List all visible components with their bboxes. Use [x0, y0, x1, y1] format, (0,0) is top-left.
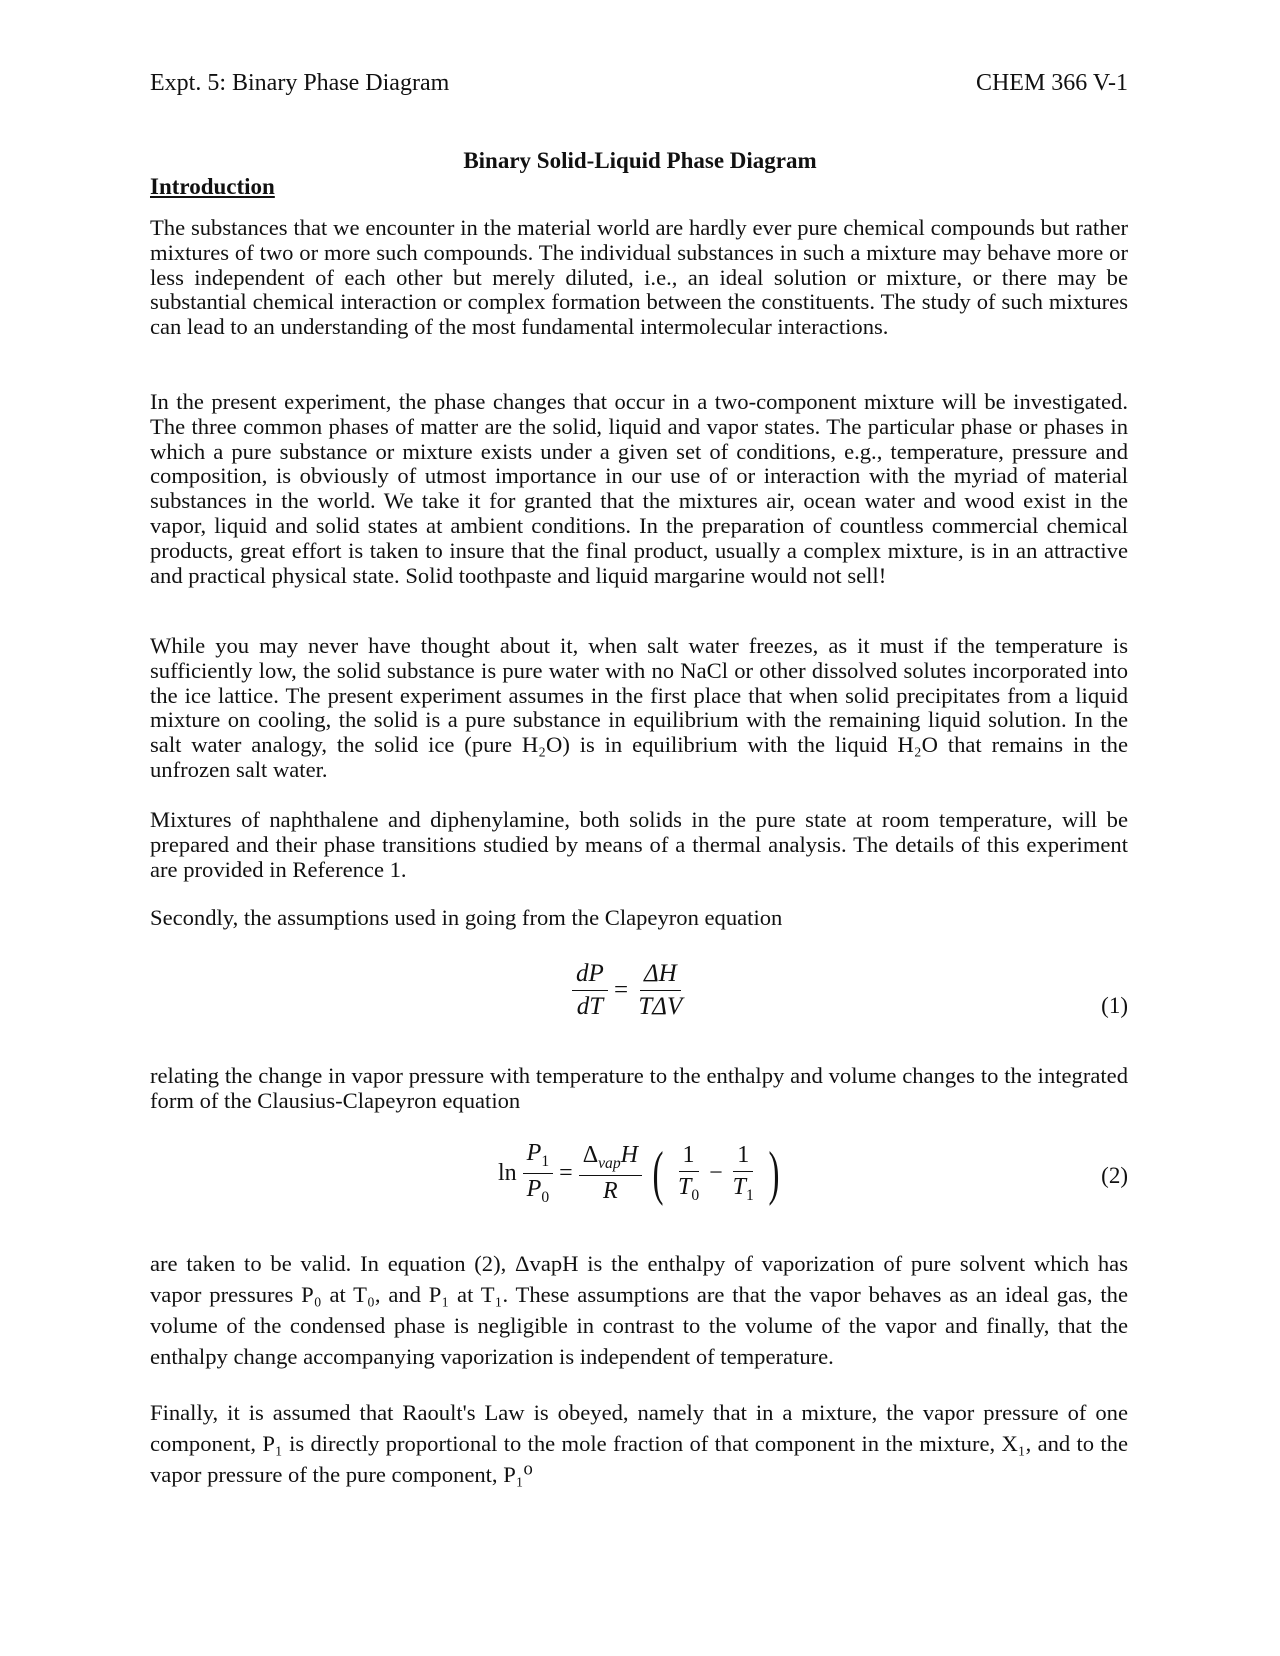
paragraph-1: The substances that we encounter in the material world are hardly ever pure chemical compounds but rather mixtures of two or more such compounds. The individual substances in such a mixture may behave more or less independent of each other but merely diluted, i.e., an ideal solution or mixture, or there may be substantial chemical interaction or complex formation between the constituents. The study of such mixtures can lead to an understanding of the most fundamental intermolecular interactions.	[150, 215, 1128, 340]
paragraph-6: relating the change in vapor pressure with temperature to the enthalpy and volume changes to the integrated form of the Clausius-Clapeyron equation	[150, 1063, 1128, 1113]
running-header-left: Expt. 5: Binary Phase Diagram	[150, 70, 450, 96]
paragraph-7: are taken to be valid. In equation (2), ΔvapH is the enthalpy of vaporization of pure solvent which has vapor pressures P₀ at T₀, and P₁ at T₁. These assumptions are that the vapor behaves as an ideal gas, the volume of the condensed phase is negligible in contrast to the volume of the vapor and finally, that the enthalpy change accompanying vaporization is independent of temperature.	[150, 1251, 1128, 1369]
clausius-clapeyron-equation: ln $\frac{P_1}{P_0}$ = $\frac{\Delta_{vap}H}{R}$ ( $\frac{1}{T_0}$ − $\frac{1}{T_1}$ )	[498, 1140, 780, 1207]
page-title: Binary Solid-Liquid Phase Diagram	[463, 148, 817, 173]
paragraph-3: While you may never have thought about it, when salt water freezes, as it must if the temperature is sufficiently low, the solid substance is pure water with no NaCl or other dissolved solutes incorporated into the ice lattice. The present experiment assumes in the first place that when solid precipitates from a liquid mixture on cooling, the solid is a pure substance in equilibrium with the remaining liquid solution. In the salt water analogy, the solid ice (pure H₂O) is in equilibrium with the liquid H₂O that remains in the unfrozen salt water.	[150, 633, 1128, 782]
eq1-denominator-left: dT	[576, 993, 604, 1020]
equation-number-1: (1)	[1101, 993, 1128, 1018]
eq2-inverse-t1: $\frac{1}{T_1}$	[732, 1141, 754, 1204]
eq1-numerator-left: dP	[572, 960, 608, 991]
paragraph-8: Finally, it is assumed that Raoult's Law is obeyed, namely that in a mixture, the vapor pressure of one component, P₁ is directly proportional to the mole fraction of that component in the mixture, X₁, and to the vapor pressure of the pure component, P₁⁰	[150, 1400, 1128, 1487]
eq2-inverse-t0: $\frac{1}{T_0}$	[677, 1141, 700, 1204]
running-header-right: CHEM 366 V-1	[975, 70, 1128, 96]
paragraph-5: Secondly, the assumptions used in going from the Clapeyron equation	[150, 905, 783, 930]
eq2-ln: ln	[498, 1159, 517, 1186]
clapeyron-equation: $\frac{dP}{dT}$ = $\frac{\Delta H}{\text{TΔV}}$	[572, 960, 686, 1021]
eq1-denominator-right: TΔV	[638, 993, 683, 1020]
paragraph-4: Mixtures of naphthalene and diphenylamine, both solids in the pure state at room temperature, will be prepared and their phase transitions studied by means of a thermal analysis. The details of this experiment are provided in Reference 1.	[150, 807, 1128, 882]
section-heading: Introduction	[150, 174, 275, 199]
eq2-enthalpy-ratio: $\frac{\Delta_{vap}H}{R}$	[579, 1142, 642, 1205]
equation-number-2: (2)	[1101, 1163, 1128, 1188]
eq1-numerator-right: ΔH	[640, 960, 681, 991]
paragraph-2: In the present experiment, the phase changes that occur in a two-component mixture will be investigated. The three common phases of matter are the solid, liquid and vapor states. The particular phase or phases in which a pure substance or mixture exists under a given set of conditions, e.g., temperature, pressure and composition, is obviously of utmost importance in our use of or interaction with the myriad of material substances in the world. We take it for granted that the mixtures air, ocean water and wood exist in the vapor, liquid and solid states at ambient conditions. In the preparation of countless commercial chemical products, great effort is taken to insure that the final product, usually a complex mixture, is in an attractive and practical physical state. Solid toothpaste and liquid margarine would not sell!	[150, 389, 1128, 588]
eq2-pressure-ratio: $\frac{P_1}{P_0}$	[523, 1140, 553, 1207]
